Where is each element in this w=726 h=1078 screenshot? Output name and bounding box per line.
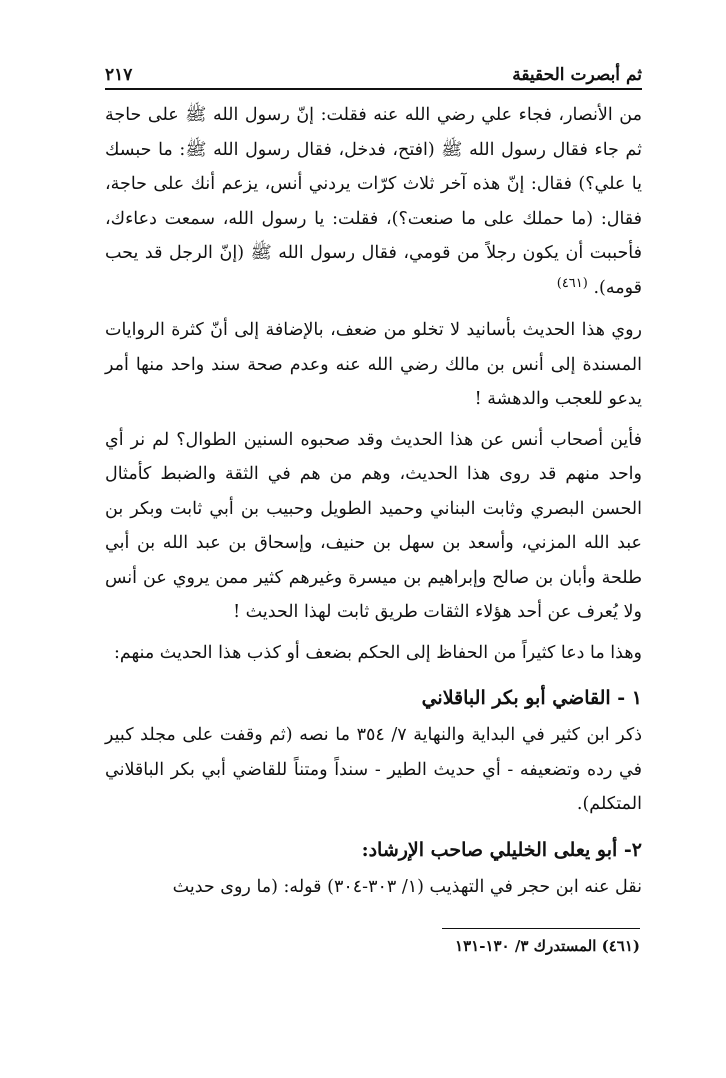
paragraph-4: وهذا ما دعا كثيراً من الحفاظ إلى الحكم بضعف أو كذب هذا الحديث منهم: — [113, 642, 642, 663]
footnote: (٤٦١) المستدرك ٣/ ١٣٠-١٣١ — [455, 937, 640, 955]
section-heading-2: ٢- أبو يعلى الخليلي صاحب الإرشاد: — [361, 838, 642, 861]
paragraph-1-text: من الأنصار، فجاء علي رضي الله عنه فقلت: إنّ رسول الله ﷺ على حاجة ثم جاء فقال رسول الله ﷺ (افتح، فدخل، فقال رسول الله ﷺ: ما حبسك يا علي؟) فقال: إنّ هذه آخر ثلاث كرّات يردني أنس، يزعم أنك على حاجة، فقال: (ما حملك على ما صنعت؟)، فقلت: يا رسول الله، سمعت دعاءك، فأحببت أن يكون رجلاً من قومي، فقال رسول الله ﷺ (إنّ الرجل قد يحب قومه). — [105, 105, 642, 298]
section-text-2: نقل عنه ابن حجر في التهذيب (١/ ٣٠٣-٣٠٤) قوله: (ما روى حديث — [172, 876, 642, 897]
running-title: ثم أبصرت الحقيقة — [512, 65, 642, 85]
paragraph-2: روي هذا الحديث بأسانيد لا تخلو من ضعف، بالإضافة إلى أنّ كثرة الروايات المسندة إلى أنس بن مالك رضي الله عنه وعدم صحة سند واحد منها أمر يدعو للعجب والدهشة ! — [105, 320, 642, 409]
section-heading-1: ١ - القاضي أبو بكر الباقلاني — [421, 687, 642, 709]
page-number: ٢١٧ — [105, 65, 133, 85]
footnote-reference: (٤٦١) — [556, 275, 588, 291]
paragraph-3: فأين أصحاب أنس عن هذا الحديث وقد صحبوه السنين الطوال؟ لم نر أي واحد منهم قد روى هذا الحديث، وهم من هم في الثقة والضبط كأمثال الحسن البصري وثابت البناني وحميد الطويل وحبيب بن أبي ثابت وبكر بن عبد الله المزني، وأسعد بن سهل بن حنيف، وإسحاق بن عبد الله بن أبي طلحة وأبان بن صالح وإبراهيم بن ميسرة وغيرهم كثير ممن يروي عن أنس ولا يُعرف عن أحد هؤلاء الثقات طريق ثابت لهذا الحديث ! — [105, 429, 642, 622]
page-body — [105, 98, 642, 904]
paragraph-1 — [105, 98, 642, 307]
section-text-1: ذكر ابن كثير في البداية والنهاية ٧/ ٣٥٤ ما نصه (ثم وقفت على مجلد كبير في رده وتضعيفه - أي حديث الطير - سنداً ومتناً للقاضي أبي بكر الباقلاني المتكلم). — [105, 725, 642, 814]
footnote-divider — [442, 928, 640, 929]
page-header — [105, 58, 642, 90]
